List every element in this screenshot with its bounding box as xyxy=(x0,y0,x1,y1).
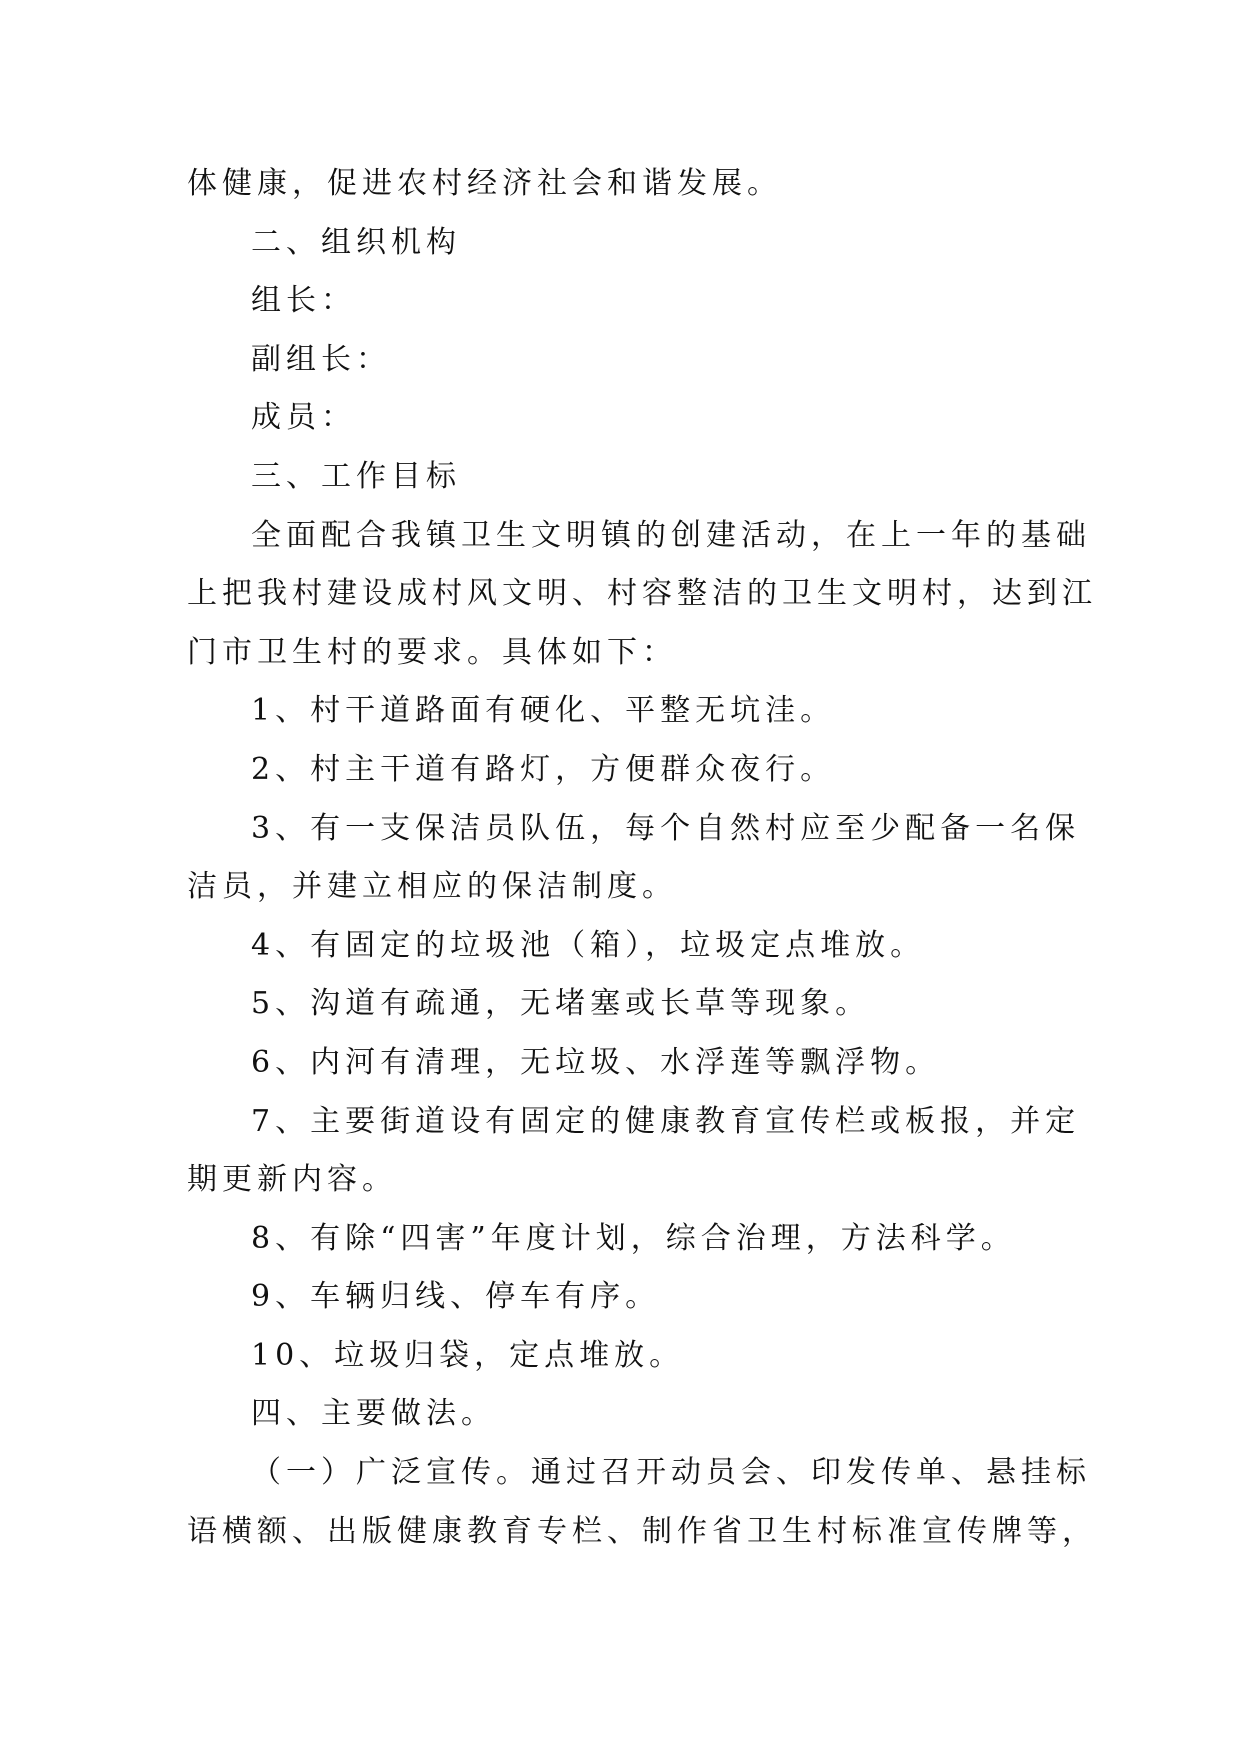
list-item: 4、有固定的垃圾池（箱），垃圾定点堆放。 xyxy=(251,927,926,963)
list-item: 9、车辆归线、停车有序。 xyxy=(251,1279,661,1315)
text-line: （一）广泛宣传。通过召开动员会、印发传单、悬挂标 xyxy=(251,1455,1091,1491)
text-line: 语横额、出版健康教育专栏、制作省卫生村标准宣传牌等， xyxy=(187,1513,1097,1549)
list-item: 10、垃圾归袋，定点堆放。 xyxy=(251,1337,685,1373)
section-heading: 四、主要做法。 xyxy=(251,1396,496,1432)
list-item: 6、内河有清理，无垃圾、水浮莲等飘浮物。 xyxy=(251,1044,941,1080)
text-line: 上把我村建设成村风文明、村容整洁的卫生文明村，达到江 xyxy=(187,576,1097,612)
text-line: 期更新内容。 xyxy=(187,1162,397,1198)
body-text xyxy=(187,155,1097,1561)
section-heading: 二、组织机构 xyxy=(251,224,461,260)
text-line: 洁员，并建立相应的保洁制度。 xyxy=(187,869,677,905)
text-line: 门市卫生村的要求。具体如下： xyxy=(187,634,677,670)
list-item: 7、主要街道设有固定的健康教育宣传栏或板报，并定 xyxy=(251,1103,1081,1139)
text-line: 副组长： xyxy=(251,341,391,377)
section-heading: 三、工作目标 xyxy=(251,458,461,494)
text-line: 成员： xyxy=(251,400,356,436)
text-line: 体健康，促进农村经济社会和谐发展。 xyxy=(187,166,782,201)
text-line: 全面配合我镇卫生文明镇的创建活动，在上一年的基础 xyxy=(251,517,1091,553)
text-line: 组长： xyxy=(251,283,356,319)
list-item: 5、沟道有疏通，无堵塞或长草等现象。 xyxy=(251,986,871,1022)
list-item: 1、村干道路面有硬化、平整无坑洼。 xyxy=(251,693,836,729)
list-item: 8、有除“四害”年度计划，综合治理，方法科学。 xyxy=(251,1220,1016,1256)
list-item: 3、有一支保洁员队伍，每个自然村应至少配备一名保 xyxy=(251,810,1081,846)
list-item: 2、村主干道有路灯，方便群众夜行。 xyxy=(251,751,836,787)
